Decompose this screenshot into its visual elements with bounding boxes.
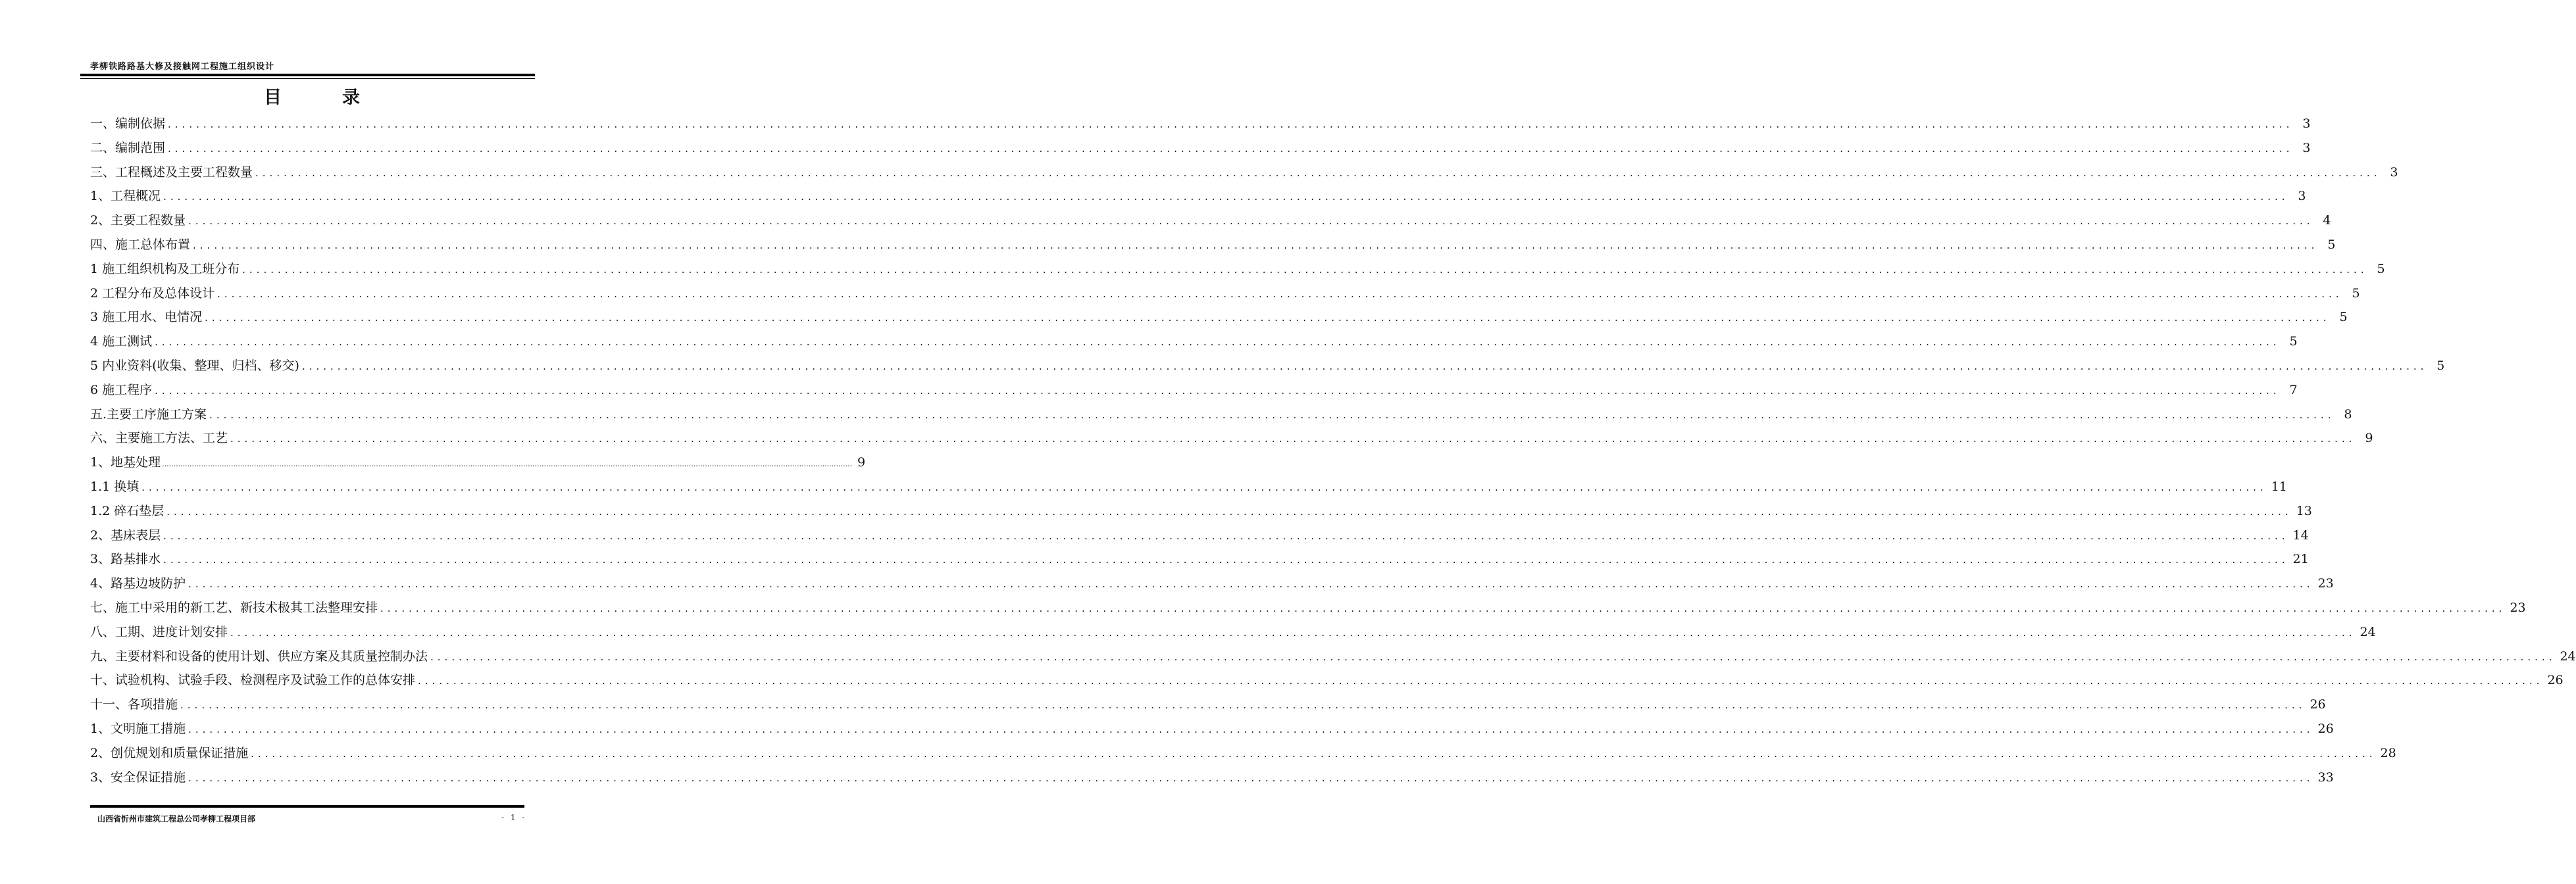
toc-entry[interactable]: [90, 524, 2309, 548]
toc-entry-label: 3 施工用水、电情况: [90, 310, 203, 325]
toc-entry-label: 3、路基排水: [90, 552, 161, 567]
toc-entry-page: 11: [2271, 479, 2287, 494]
toc-entry-label: 八、工期、进度计划安排: [90, 624, 228, 639]
toc-entry-label: 3、安全保证措施: [90, 770, 186, 785]
dot-leader: ............................................................................................................................................................................................................................................................................................................: [255, 166, 2381, 179]
toc-entry-label: 二、编制范围: [90, 140, 166, 155]
toc-entry-label: 6 施工程序: [90, 382, 153, 397]
toc-entry-label: 2 工程分布及总体设计: [90, 285, 215, 301]
toc-entry-label: 七、施工中采用的新工艺、新技术极其工法整理安排: [90, 600, 378, 615]
dot-leader: ............................................................................................................................................................................................................................................................................................................: [141, 481, 2267, 493]
dot-leader: ............................................................................................................................................................................................................................................................................................................: [209, 408, 2335, 421]
toc-entry-page: 26: [2547, 673, 2563, 688]
toc-entry-page: 23: [2510, 600, 2526, 615]
toc-entry-page: 5: [2327, 237, 2336, 252]
toc-entry-page: 7: [2289, 382, 2298, 397]
toc-entry-page: 21: [2292, 552, 2309, 567]
table-of-contents: [90, 112, 2576, 789]
toc-entry-page: 5: [2377, 261, 2385, 276]
toc-entry-page: 5: [2289, 334, 2298, 349]
toc-entry-page: 3: [2390, 164, 2398, 180]
toc-entry-page: 26: [2310, 697, 2326, 712]
dot-leader: ............................................................................................................................................................................................................................................................................................................: [163, 529, 2289, 542]
header-rule-thin: [80, 78, 535, 79]
toc-entry-page: 24: [2360, 624, 2376, 639]
dot-leader: ............................................................................................................................................................................................................................................................................................................: [168, 142, 2294, 155]
toc-entry-page: 5: [2352, 285, 2360, 301]
dot-leader: ............................................................................................................................................................................................................................................................................................................: [162, 460, 853, 469]
toc-entry-label: 4 施工测试: [90, 334, 153, 349]
toc-entry[interactable]: [90, 475, 2287, 499]
toc-entry[interactable]: [90, 305, 2348, 330]
toc-entry[interactable]: [90, 451, 866, 475]
dot-leader: ............................................................................................................................................................................................................................................................................................................: [418, 675, 2544, 687]
toc-entry[interactable]: [90, 112, 2311, 136]
toc-entry-label: 2、创优规划和质量保证措施: [90, 745, 249, 760]
toc-entry[interactable]: [90, 693, 2326, 717]
toc-entry[interactable]: [90, 378, 2298, 403]
page-number: - 1 -: [501, 813, 527, 822]
toc-entry[interactable]: [90, 330, 2298, 354]
toc-entry-page: 26: [2317, 721, 2334, 736]
toc-entry-page: 9: [2365, 431, 2373, 446]
toc-entry-page: 5: [2437, 358, 2445, 373]
toc-entry[interactable]: [90, 717, 2334, 741]
toc-entry[interactable]: [90, 596, 2526, 620]
toc-entry[interactable]: [90, 645, 2576, 669]
toc-entry[interactable]: [90, 184, 2306, 209]
dot-leader: ............................................................................................................................................................................................................................................................................................................: [193, 239, 2319, 251]
dot-leader: ............................................................................................................................................................................................................................................................................................................: [205, 312, 2331, 324]
footer-rule: [90, 805, 524, 808]
toc-entry[interactable]: [90, 741, 2396, 766]
toc-title: [0, 83, 625, 109]
dot-leader: ............................................................................................................................................................................................................................................................................................................: [242, 263, 2368, 276]
running-header: 孝柳铁路路基大修及接触网工程施工组织设计: [90, 62, 275, 72]
dot-leader: ............................................................................................................................................................................................................................................................................................................: [155, 384, 2281, 397]
toc-entry[interactable]: [90, 282, 2360, 306]
dot-leader: ............................................................................................................................................................................................................................................................................................................: [301, 360, 2428, 372]
toc-entry-page: 3: [2302, 140, 2311, 155]
toc-entry[interactable]: [90, 572, 2334, 596]
dot-leader: ............................................................................................................................................................................................................................................................................................................: [230, 626, 2356, 639]
dot-leader: ............................................................................................................................................................................................................................................................................................................: [163, 554, 2289, 566]
dot-leader: ............................................................................................................................................................................................................................................................................................................: [166, 505, 2292, 518]
toc-entry-page: 4: [2323, 213, 2331, 228]
toc-entry-page: 5: [2339, 310, 2348, 325]
toc-entry-label: 一、编制依据: [90, 116, 166, 131]
dot-leader: ............................................................................................................................................................................................................................................................................................................: [155, 336, 2281, 349]
toc-entry-page: 14: [2292, 528, 2309, 543]
dot-leader: ............................................................................................................................................................................................................................................................................................................: [163, 191, 2289, 203]
dot-leader: ............................................................................................................................................................................................................................................................................................................: [251, 747, 2377, 760]
footer-organization: 山西省忻州市建筑工程总公司孝柳工程项目部: [97, 814, 256, 823]
toc-entry-page: 8: [2344, 406, 2352, 422]
toc-entry-page: 13: [2296, 503, 2312, 518]
toc-entry-label: 1 施工组织机构及工班分布: [90, 261, 240, 276]
dot-leader: ............................................................................................................................................................................................................................................................................................................: [188, 578, 2314, 591]
dot-leader: ............................................................................................................................................................................................................................................................................................................: [188, 772, 2314, 784]
toc-entry-label: 六、主要施工方法、工艺: [90, 431, 228, 446]
dot-leader: ............................................................................................................................................................................................................................................................................................................: [168, 118, 2294, 130]
toc-entry[interactable]: [90, 403, 2352, 427]
toc-entry-label: 五.主要工序施工方案: [90, 406, 207, 422]
toc-entry[interactable]: [90, 160, 2398, 185]
toc-entry-label: 1、地基处理: [90, 455, 161, 470]
toc-entry[interactable]: [90, 233, 2336, 257]
toc-title-part1: 目: [264, 87, 283, 108]
toc-entry[interactable]: [90, 354, 2445, 378]
toc-entry[interactable]: [90, 620, 2376, 645]
toc-entry-label: 4、路基边坡防护: [90, 576, 186, 591]
dot-leader: ............................................................................................................................................................................................................................................................................................................: [430, 651, 2556, 663]
toc-entry-label: 2、主要工程数量: [90, 213, 186, 228]
toc-entry-label: 5 内业资料(收集、整理、归档、移交): [90, 358, 299, 373]
dot-leader: ............................................................................................................................................................................................................................................................................................................: [217, 287, 2343, 300]
toc-entry-label: 2、基床表层: [90, 528, 161, 543]
toc-entry-page: 24: [2560, 649, 2576, 664]
toc-title-part2: 录: [342, 87, 361, 108]
dot-leader: ............................................................................................................................................................................................................................................................................................................: [188, 723, 2314, 735]
toc-entry-label: 三、工程概述及主要工程数量: [90, 164, 253, 180]
toc-entry[interactable]: [90, 499, 2312, 524]
toc-entry[interactable]: [90, 257, 2385, 282]
header-rule: [80, 74, 535, 76]
dot-leader: ............................................................................................................................................................................................................................................................................................................: [180, 699, 2306, 712]
toc-entry-page: 28: [2380, 745, 2396, 760]
toc-entry[interactable]: [90, 668, 2563, 693]
toc-entry[interactable]: [90, 136, 2311, 160]
toc-entry-page: 3: [2302, 116, 2311, 131]
toc-entry-label: 1.2 碎石垫层: [90, 503, 164, 518]
toc-entry-page: 23: [2317, 576, 2334, 591]
toc-entry-label: 十一、各项措施: [90, 697, 178, 712]
toc-entry-page: 3: [2298, 189, 2306, 204]
toc-entry[interactable]: [90, 209, 2331, 233]
toc-entry[interactable]: [90, 766, 2334, 790]
toc-entry[interactable]: [90, 426, 2373, 451]
toc-entry-label: 1、文明施工措施: [90, 721, 186, 736]
toc-entry-label: 十、试验机构、试验手段、检测程序及试验工作的总体安排: [90, 673, 416, 688]
toc-entry-page: 9: [857, 455, 866, 470]
dot-leader: ............................................................................................................................................................................................................................................................................................................: [188, 215, 2314, 228]
toc-entry-label: 1.1 换填: [90, 479, 139, 494]
toc-entry-label: 九、主要材料和设备的使用计划、供应方案及其质量控制办法: [90, 649, 428, 664]
toc-entry-page: 33: [2317, 770, 2334, 785]
dot-leader: ............................................................................................................................................................................................................................................................................................................: [230, 433, 2356, 445]
dot-leader: ............................................................................................................................................................................................................................................................................................................: [380, 602, 2506, 614]
toc-entry[interactable]: [90, 547, 2309, 572]
toc-entry-label: 1、工程概况: [90, 189, 161, 204]
toc-entry-label: 四、施工总体布置: [90, 237, 191, 252]
